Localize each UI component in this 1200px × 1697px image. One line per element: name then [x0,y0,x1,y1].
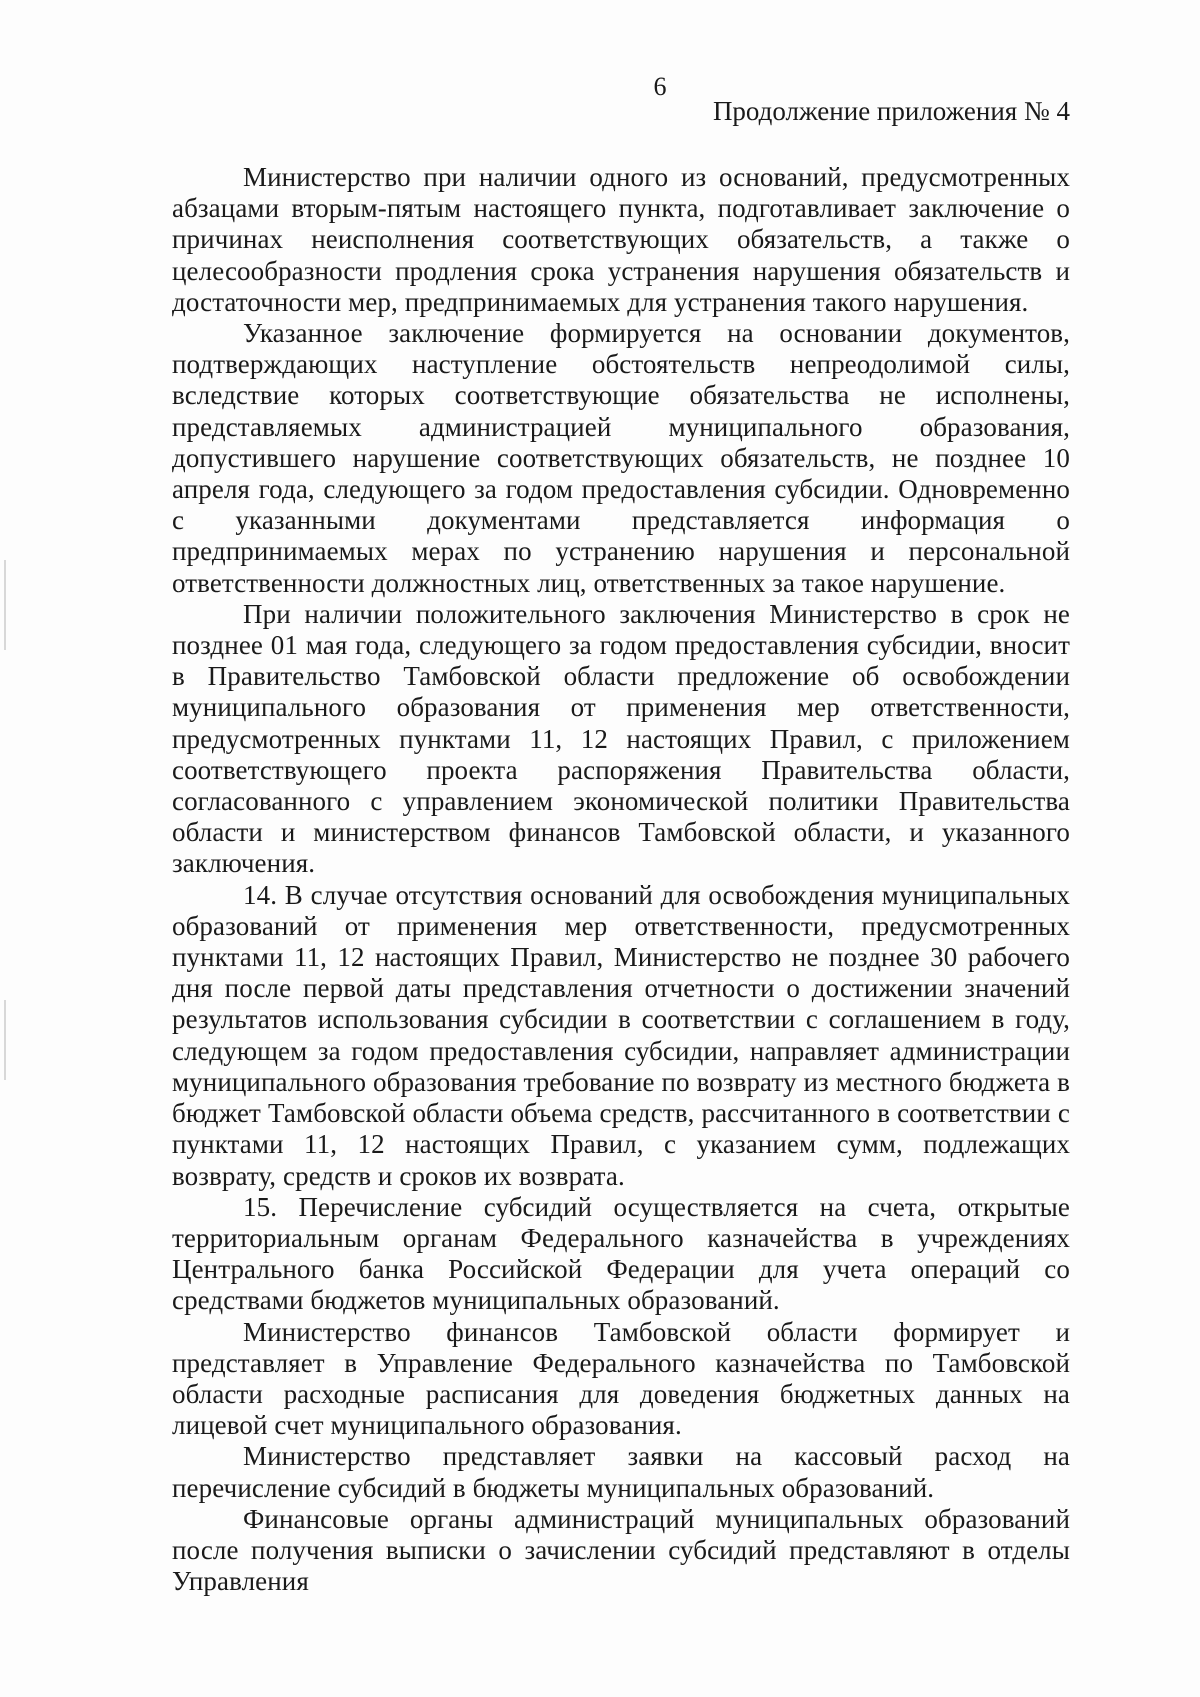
paragraph: Финансовые органы администраций муниципальных образований после получения выписки о зачислении субсидий представляют в отделы Управления [172,1503,1070,1597]
paragraph: 15. Перечисление субсидий осуществляется на счета, открытые территориальным органам Федерального казначейства в учреждениях Центрального банка Российской Федерации для учета операций со средствами бюджетов муниципальных образований. [172,1191,1070,1316]
appendix-label: Продолжение приложения № 4 [712,96,1070,126]
paragraph: Министерство финансов Тамбовской области формирует и представляет в Управление Федерального казначейства по Тамбовской области расходные расписания для доведения бюджетных данных на лицевой счет муниципального образования. [172,1316,1070,1441]
paragraph: Указанное заключение формируется на основании документов, подтверждающих наступление обстоятельств непреодолимой силы, вследствие которых соответствующие обязательства не исполнены, представляемых администрацией муниципального образования, допустившего нарушение соответствующих обязательств, не позднее 10 апреля года, следующего за годом предоставления субсидии. Одновременно с указанными документами представляется информация о предпринимаемых мерах по устранению нарушения и персональной ответственности должностных лиц, ответственных за такое нарушение. [172,318,1070,598]
paragraph: 14. В случае отсутствия оснований для освобождения муниципальных образований от применения мер ответственности, предусмотренных пунктами 11, 12 настоящих Правил, Министерство не позднее 30 рабочего дня после первой даты представления отчетности о достижении значений результатов использования субсидии в соответствии с соглашением в году, следующем за годом предоставления субсидии, направляет администрации муниципального образования требование по возврату из местного бюджета в бюджет Тамбовской области объема средств, рассчитанного в соответствии с пунктами 11, 12 настоящих Правил, с указанием сумм, подлежащих возврату, средств и сроков их возврата. [172,879,1070,1191]
page-number: 6 [653,72,667,101]
scan-edge-mark [4,560,6,650]
document-body [172,162,1070,1597]
paragraph: Министерство представляет заявки на кассовый расход на перечисление субсидий в бюджеты муниципальных образований. [172,1441,1070,1503]
paragraph: При наличии положительного заключения Министерство в срок не позднее 01 мая года, следующего за годом предоставления субсидии, вносит в Правительство Тамбовской области предложение об освобождении муниципального образования от применения мер ответственности, предусмотренных пунктами 11, 12 настоящих Правил, с приложением соответствующего проекта распоряжения Правительства области, согласованного с управлением экономической политики Правительства области и министерством финансов Тамбовской области, и указанного заключения. [172,598,1070,879]
scan-edge-mark [4,1000,6,1080]
paragraph: Министерство при наличии одного из оснований, предусмотренных абзацами вторым-пятым настоящего пункта, подготавливает заключение о причинах неисполнения соответствующих обязательств, а также о целесообразности продления срока устранения нарушения обязательств и достаточности мер, предпринимаемых для устранения такого нарушения. [172,162,1070,317]
